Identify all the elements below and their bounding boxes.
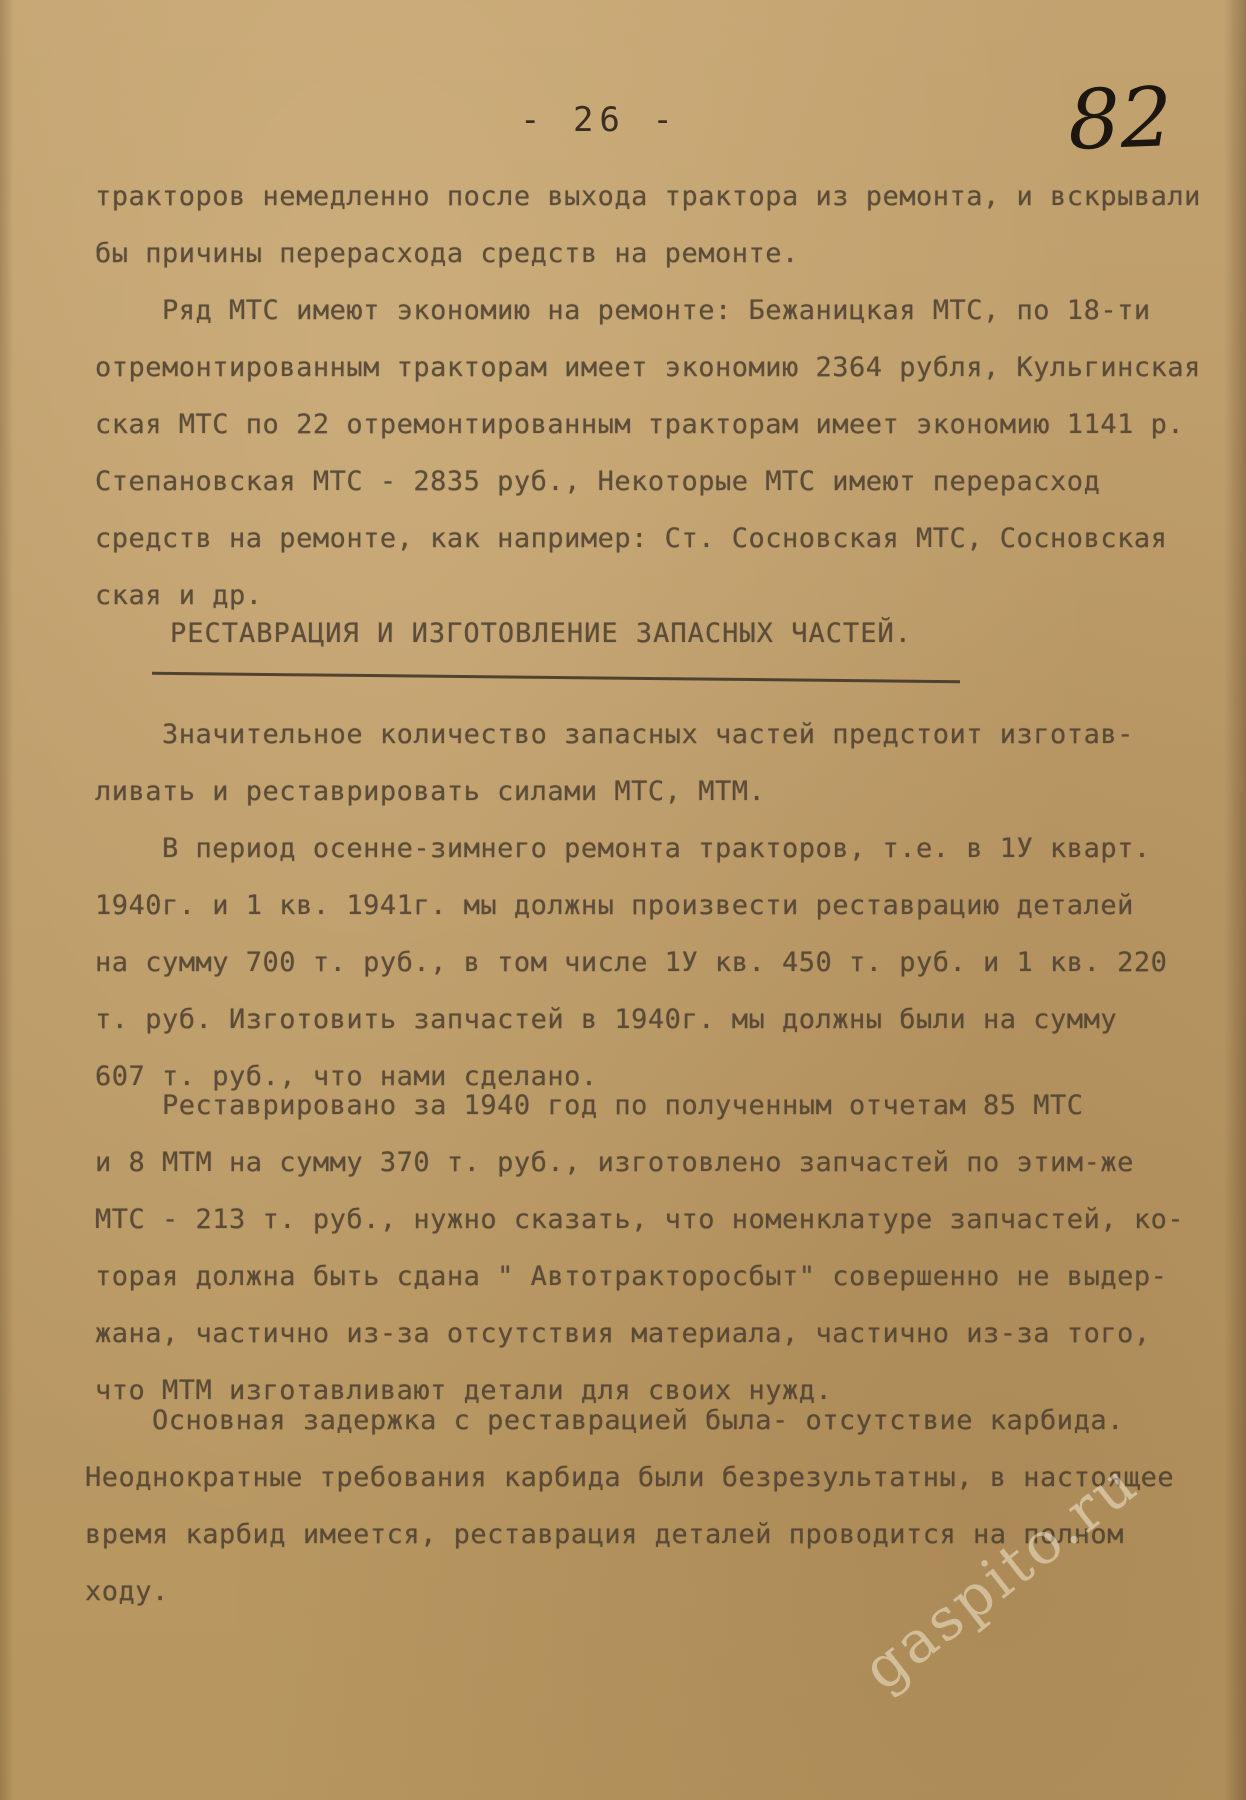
text-line: Основная задержка с реставрацией была- отсутствие карбида. xyxy=(85,1405,1124,1436)
text-line: т. руб. Изготовить запчастей в 1940г. мы должны были на сумму xyxy=(95,1004,1118,1035)
paragraph-1 xyxy=(95,168,1201,282)
text-line: Ряд МТС имеют экономию на ремонте: Бежаницкая МТС, по 18-ти xyxy=(95,295,1151,326)
text-line: торая должна быть сдана " Автотракторосбыт" совершенно не выдер- xyxy=(95,1261,1168,1292)
text-line: и 8 МТМ на сумму 370 т. руб., изготовлено запчастей по этим-же xyxy=(95,1147,1134,1178)
text-line: ская и др. xyxy=(95,580,263,611)
page-number: - 26 - xyxy=(520,100,679,140)
text-line: Степановская МТС - 2835 руб., Некоторые МТС имеют перерасход xyxy=(95,466,1101,497)
text-line: жана, частично из-за отсутствия материала, частично из-за того, xyxy=(95,1318,1151,1349)
section-heading: РЕСТАВРАЦИЯ И ИЗГОТОВЛЕНИЕ ЗАПАСНЫХ ЧАСТЕЙ. xyxy=(170,618,912,649)
paragraph-5 xyxy=(95,1077,1184,1419)
text-line: 607 т. руб., что нами сделано. xyxy=(95,1061,598,1092)
text-line: бы причины перерасхода средств на ремонте. xyxy=(95,238,799,269)
text-line: 1940г. и 1 кв. 1941г. мы должны произвести реставрацию деталей xyxy=(95,890,1134,921)
text-line: ская МТС по 22 отремонтированным тракторам имеет экономию 1141 р. xyxy=(95,409,1185,440)
text-line: отремонтированным тракторам имеет экономию 2364 рубля, Кульгинская xyxy=(95,352,1201,383)
text-line: ходу. xyxy=(85,1576,169,1607)
text-line: время карбид имеется, реставрация деталей проводится на полном xyxy=(85,1519,1124,1550)
text-line: тракторов немедленно после выхода трактора из ремонта, и вскрывали xyxy=(95,181,1201,212)
text-line: В период осенне-зимнего ремонта тракторов, т.е. в 1У кварт. xyxy=(95,833,1151,864)
heading-underline xyxy=(152,672,960,683)
paragraph-2 xyxy=(95,282,1201,624)
text-line: Значительное количество запасных частей предстоит изготав- xyxy=(95,719,1134,750)
text-line: что МТМ изготавливают детали для своих нужд. xyxy=(95,1375,833,1406)
text-line: средств на ремонте, как например: Ст. Сосновская МТС, Сосновская xyxy=(95,523,1168,554)
text-line: Неоднократные требования карбида были безрезультатны, в настоящее xyxy=(85,1462,1175,1493)
text-line: на сумму 700 т. руб., в том числе 1У кв. 450 т. руб. и 1 кв. 220 xyxy=(95,947,1168,978)
site-watermark: gaspito.ru xyxy=(850,1448,1151,1704)
text-line: Реставрировано за 1940 год по полученным отчетам 85 МТС xyxy=(95,1090,1084,1121)
page-left-edge-shadow xyxy=(0,0,14,1800)
paragraph-4 xyxy=(95,820,1167,1105)
page-right-edge-shadow xyxy=(1224,0,1246,1800)
text-line: МТС - 213 т. руб., нужно сказать, что номенклатуре запчастей, ко- xyxy=(95,1204,1185,1235)
paragraph-3 xyxy=(95,706,1134,820)
archive-sheet-number-handwritten: 82 xyxy=(1066,70,1174,169)
text-line: ливать и реставрировать силами МТС, МТМ. xyxy=(95,776,766,807)
